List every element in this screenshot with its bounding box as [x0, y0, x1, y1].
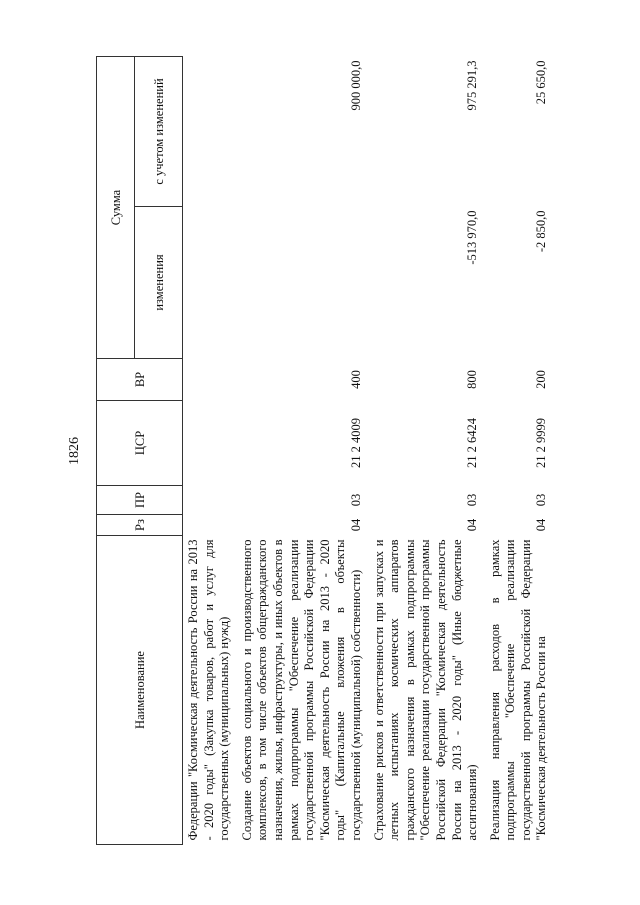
- header-with-changes: с учетом изменений: [135, 57, 183, 207]
- row-change: [183, 207, 237, 359]
- row-with-changes: 900 000,0: [348, 60, 363, 111]
- header-sum: Сумма: [97, 57, 135, 359]
- header-vr: ВР: [97, 359, 183, 401]
- row-pr: [183, 486, 237, 515]
- row-rz: 04: [534, 518, 549, 532]
- header-csr: ЦСР: [97, 401, 183, 486]
- row-csr: [183, 401, 237, 486]
- row-with-changes: 25 650,0: [534, 60, 549, 105]
- table-row: [369, 57, 485, 845]
- row-rz: 04: [465, 518, 480, 532]
- row-rz: 04: [348, 518, 363, 532]
- budget-table: [96, 56, 554, 845]
- row-vr: 200: [534, 370, 549, 389]
- row-vr: 800: [465, 370, 480, 389]
- header-pr: ПР: [97, 486, 183, 515]
- row-change: -2 850,0: [534, 210, 549, 253]
- row-rz: [183, 515, 237, 536]
- header-change: изменения: [135, 207, 183, 359]
- table-row: [485, 57, 554, 845]
- row-vr: [183, 359, 237, 401]
- row-csr: 21 2 6424: [465, 418, 480, 468]
- row-name: Реализация направления расходов в рамках подпрограммы "Обеспечение реализации государственной программы Российской Федерации "Космическая деятельность России на: [487, 539, 549, 841]
- row-name: Федерации "Космическая деятельность России на 2013 - 2020 годы" (Закупка товаров, работ и услуг для государственных (муниципальных) нужд): [186, 539, 232, 841]
- row-name: Страхование рисков и ответственности при запусках и летных испытаниях космических аппаратов гражданского назначения в рамках подпрограммы "Обеспечение реализации государственной программы Российской Федерации "Космическая деятельность России на 2013 - 2020 годы" (Иные бюджетные ассигнования): [371, 539, 480, 841]
- table-row: [237, 57, 369, 845]
- row-pr: 03: [348, 493, 363, 507]
- row-pr: 03: [465, 493, 480, 507]
- page-number: 1826: [67, 437, 82, 465]
- row-name: Создание объектов социального и производственного комплексов, в том числе объектов общегражданского назначения, жилья, инфраструктуры, и иных объектов в рамках подпрограммы "Обеспечение реализации государственной программы Российской Федерации "Космическая деятельность России на 2013 - 2020 годы" (Капитальные вложения в объекты государственной (муниципальной) собственности): [239, 539, 363, 841]
- row-change: -513 970,0: [465, 210, 480, 265]
- row-csr: 21 2 9999: [534, 418, 549, 468]
- row-with-changes: [183, 57, 237, 207]
- row-with-changes: 975 291,3: [465, 60, 480, 111]
- row-pr: 03: [534, 493, 549, 507]
- header-rz: Рз: [97, 515, 183, 536]
- header-name: Наименование: [97, 536, 183, 845]
- rotated-table-page: [62, 57, 610, 845]
- table-row: [183, 57, 237, 845]
- row-change: [237, 207, 369, 359]
- row-csr: 21 2 4009: [348, 418, 363, 468]
- row-vr: 400: [348, 370, 363, 389]
